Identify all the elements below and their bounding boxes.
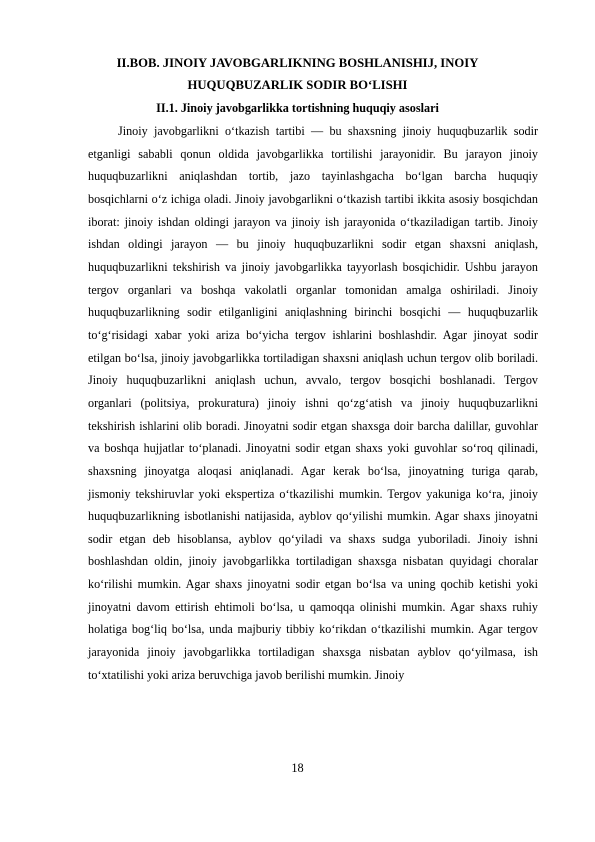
page-number: 18 xyxy=(291,761,304,775)
chapter-title: II.BOB. JINOIY JAVOBGARLIKNING BOSHLANISHIJ, INOIY HUQUQBUZARLIK SODIR BO‘LISHI xyxy=(116,56,479,93)
body-paragraph: Jinoiy javobgarlikni oʻtkazish tartibi — bu shaxsning jinoiy huquqbuzarlik sodir etganligi sababli qonun oldida javobgarlikka tortilishi jarayonidir. Bu jarayon jinoiy huquqbuzarlikni aniqlashdan tortib, jazo tayinlashgacha boʻlgan barcha huquqiy bosqichlarni oʻz ichiga oladi. Jinoiy javobgarlikni oʻtkazish tartibi ikkita asosiy bosqichdan iborat: jinoiy ishdan oldingi jarayon va jinoiy ish jarayonida oʻtkaziladigan tartib. Jinoiy ishdan oldingi jarayon — bu jinoiy huquqbuzarlikni sodir etgan shaxsni aniqlash, huquqbuzarlikni tekshirish va jinoiy javobgarlikka tayyorlash bosqichidir. Ushbu jarayon tergov organlari va boshqa vakolatli organlar tomonidan amalga oshiriladi. Jinoiy huquqbuzarlikning sodir etilganligini aniqlashning birinchi bosqichi — huquqbuzarlik toʻgʻrisidagi xabar yoki ariza boʻyicha tergov ishlarini boshlashdir. Agar jinoyat sodir etilgan boʻlsa, jinoiy javobgarlikka tortiladigan shaxsni aniqlash uchun tergov olib boriladi. Jinoiy huquqbuzarlikni aniqlash uchun, avvalo, tergov bosqichi boshlanadi. Tergov organlari (politsiya, prokuratura) jinoiy ishni qoʻzgʻatish va jinoiy huquqbuzarlikni tekshirish ishlarini olib boradi. Jinoyatni sodir etgan shaxsga doir barcha dalillar, guvohlar va boshqa hujjatlar toʻplanadi. Jinoyatni sodir etgan shaxs yoki guvohlar soʻroq qilinadi, shaxsning jinoyatga aloqasi aniqlanadi. Agar kerak boʻlsa, jinoyatning turiga qarab, jismoniy tekshiruvlar yoki ekspertiza oʻtkazilishi mumkin. Tergov yakuniga koʻra, jinoiy huquqbuzarlikning isbotlanishi natijasida, ayblov qoʻyilishi mumkin. Agar shaxs jinoyatni sodir etgan deb hisoblansa, ayblov qoʻyiladi va shaxs sudga yuboriladi. Jinoiy ishni boshlashdan oldin, jinoiy javobgarlikka tortiladigan shaxsga nisbatan quyidagi choralar koʻrilishi mumkin. Agar shaxs jinoyatni sodir etgan boʻlsa va uning qochib ketishi yoki jinoyatni davom ettirish ehtimoli boʻlsa, u qamoqqa olinishi mumkin. Agar shaxs ruhiy holatiga bogʻliq boʻlsa, unda majburiy tibbiy koʻrikdan oʻtkazilishi mumkin. Agar tergov jarayonida jinoiy javobgarlikka tortiladigan shaxsga nisbatan ayblov qoʻyilmasa, ish toʻxtatilishi yoki ariza beruvchiga javob berilishi mumkin. Jinoiy xyxy=(88,124,538,682)
section-title: II.1. Jinoiy javobgarlikka tortishning huquqiy asoslari xyxy=(156,101,439,115)
